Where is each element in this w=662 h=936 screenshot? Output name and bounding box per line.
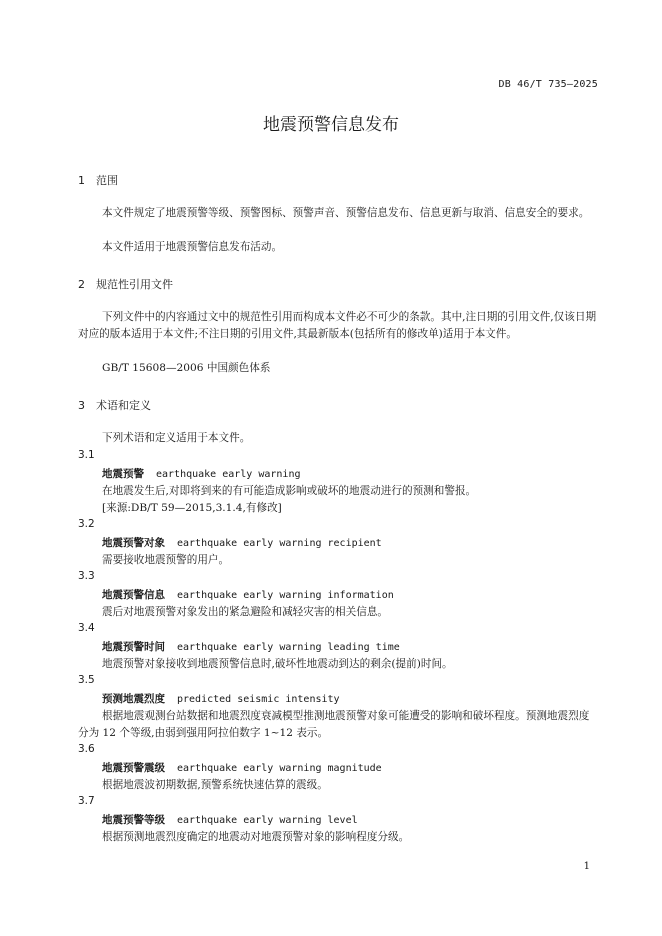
section-number: 3 (78, 399, 85, 412)
term-entry (102, 587, 394, 602)
term-chinese: 预测地震烈度 (102, 693, 165, 705)
term-english: earthquake early warning level (177, 815, 358, 826)
term-number: 3.7 (78, 795, 95, 807)
term-chinese: 地震预警震级 (102, 762, 165, 774)
term-definition: 震后对地震预警对象发出的紧急避险和减轻灾害的相关信息。 (102, 606, 389, 618)
paragraph: 本文件规定了地震预警等级、预警图标、预警声音、预警信息发布、信息更新与取消、信息安全的要求。 (102, 207, 590, 219)
term-entry (102, 639, 400, 654)
standard-code: DB 46/T 735—2025 (498, 79, 598, 90)
term-definition: 根据预测地震烈度确定的地震动对地震预警对象的影响程度分级。 (102, 831, 410, 843)
term-english: earthquake early warning leading time (177, 642, 400, 653)
section-heading-normative-references (78, 276, 173, 292)
section-number: 1 (78, 174, 85, 187)
term-definition: 需要接收地震预警的用户。 (102, 554, 230, 566)
term-chinese: 地震预警信息 (102, 589, 165, 601)
term-number: 3.6 (78, 743, 95, 755)
term-english: earthquake early warning information (177, 590, 394, 601)
term-number: 3.1 (78, 449, 95, 461)
term-english: earthquake early warning magnitude (177, 763, 382, 774)
term-chinese: 地震预警时间 (102, 641, 165, 653)
term-number: 3.5 (78, 674, 95, 686)
term-english: earthquake early warning recipient (177, 538, 382, 549)
page-number: 1 (583, 861, 590, 872)
term-entry (102, 812, 358, 827)
term-entry (102, 691, 340, 706)
term-definition: 根据地震波初期数据,预警系统快速估算的震级。 (102, 779, 328, 791)
term-definition: 地震预警对象接收到地震预警信息时,破坏性地震动到达的剩余(提前)时间。 (102, 658, 453, 670)
paragraph: 下列文件中的内容通过文中的规范性引用而构成本文件必不可少的条款。其中,注日期的引用文件,仅该日期对应的版本适用于本文件;不注日期的引用文件,其最新版本(包括所有的修改单)适用于本文件。 (78, 311, 597, 340)
term-chinese: 地震预警等级 (102, 814, 165, 826)
reference-item: GB/T 15608—2006 中国颜色体系 (102, 362, 271, 374)
section-title: 范围 (96, 174, 118, 187)
section-number: 2 (78, 278, 85, 291)
term-number: 3.2 (78, 518, 95, 530)
term-entry (102, 466, 301, 481)
term-number: 3.4 (78, 622, 95, 634)
section-title: 术语和定义 (96, 399, 151, 412)
term-definition: 根据地震观测台站数据和地震烈度衰减模型推测地震预警对象可能遭受的影响和破坏程度。预测地震烈度分为 12 个等级,由弱到强用阿拉伯数字 1~12 表示。 (78, 710, 590, 739)
term-entry (102, 535, 382, 550)
term-chinese: 地震预警 (102, 468, 144, 480)
term-definition: 在地震发生后,对即将到来的有可能造成影响或破坏的地震动进行的预测和警报。 (102, 485, 477, 497)
paragraph: 本文件适用于地震预警信息发布活动。 (102, 241, 283, 253)
term-entry (102, 760, 382, 775)
term-english: predicted seismic intensity (177, 694, 340, 705)
term-english: earthquake early warning (156, 469, 301, 480)
term-number: 3.3 (78, 570, 95, 582)
section-heading-scope (78, 172, 118, 188)
term-source: [来源:DB/T 59—2015,3.1.4,有修改] (102, 502, 282, 514)
section-heading-terms (78, 397, 151, 413)
paragraph: 下列术语和定义适用于本文件。 (102, 432, 251, 444)
term-chinese: 地震预警对象 (102, 537, 165, 549)
document-title: 地震预警信息发布 (263, 115, 399, 135)
section-title: 规范性引用文件 (96, 278, 173, 291)
